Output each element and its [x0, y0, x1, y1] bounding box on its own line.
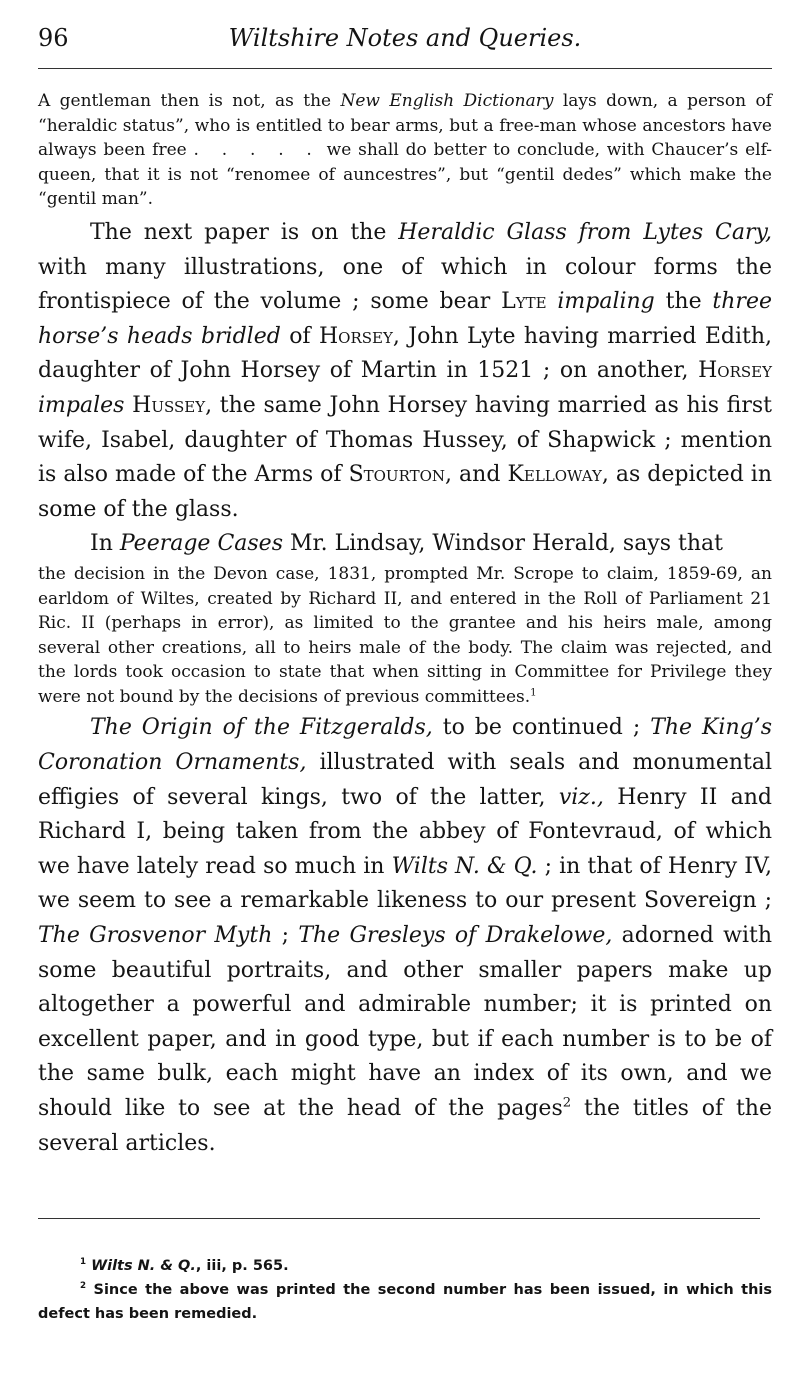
- paragraph-heraldic-glass: The next paper is on the Heraldic Glass from Lytes Cary, with many illustrations, one of which in colour forms the frontispiece of the volume ; some bear Lyte impaling the three horse’s heads bridled of Horsey, John Lyte having married Edith, daughter of John Horsey of Martin in 1521 ; on another, Horsey impales Hussey, the same John Horsey having married as his first wife, Isabel, daughter of Thomas Hussey, of Shapwick ; mention is also made of the Arms of Stourton, and Kelloway, as depicted in some of the glass.: [38, 219, 772, 522]
- footnote-2: $^2$ Since the above was printed the second number has been issued, in which this defect has been remedied.: [38, 1281, 772, 1322]
- paragraph-peerage-cases: In Peerage Cases Mr. Lindsay, Windsor Herald, says that: [90, 531, 723, 557]
- page-header: [38, 18, 772, 69]
- footnote-1: $^1$ Wilts N. & Q., iii, p. 565.: [80, 1257, 289, 1274]
- paragraph-devon-case: the decision in the Devon case, 1831, prompted Mr. Scrope to claim, 1859-69, an earldom of Wiltes, created by Richard II, and entered in the Roll of Parliament 21 Ric. II (perhaps in error), as limited to the grantee and his heirs male, among several other creations, all to heirs male of the body. The claim was rejected, and the lords took occasion to state that when sitting in Committee for Privilege they were not bound by the decisions of previous committees.$^1$: [38, 563, 772, 707]
- paragraph-fitzgeralds: The Origin of the Fitzgeralds, to be continued ; The King’s Coronation Ornaments, illustrated with seals and monumental effigies of several kings, two of the latter, viz., Henry II and Richard I, being taken from the abbey of Fontevraud, of which we have lately read so much in Wilts N. & Q. ; in that of Henry IV, we seem to see a remarkable likeness to our present Sovereign ; The Grosvenor Myth ; The Gresleys of Drakelowe, adorned with some beautiful portraits, and other smaller papers make up altogether a powerful and admirable number; it is printed on excellent paper, and in good type, but if each number is to be of the same bulk, each might have an index of its own, and we should like to see at the head of the pages$^2$ the titles of the several articles.: [38, 715, 773, 1156]
- footnote-ref-1[interactable]: 1: [530, 687, 537, 699]
- page-number: 96: [38, 24, 69, 52]
- footnotes: [38, 1254, 772, 1326]
- running-title: Wiltshire Notes and Queries.: [228, 24, 582, 52]
- page: [38, 18, 773, 1322]
- footnote-divider: [38, 1218, 760, 1219]
- footnote-ref-2[interactable]: 2: [562, 1095, 572, 1111]
- paragraph-gentleman: A gentleman then is not, as the New English Dictionary lays down, a person of “heraldic status”, who is entitled to bear arms, but a free-man whose ancestors have always been free . . . . . we shall do better to conclude, with Chaucer’s elf-queen, that it is not “renomee of auncestres”, but “gentil dedes” which make the “gentil man”.: [38, 91, 773, 210]
